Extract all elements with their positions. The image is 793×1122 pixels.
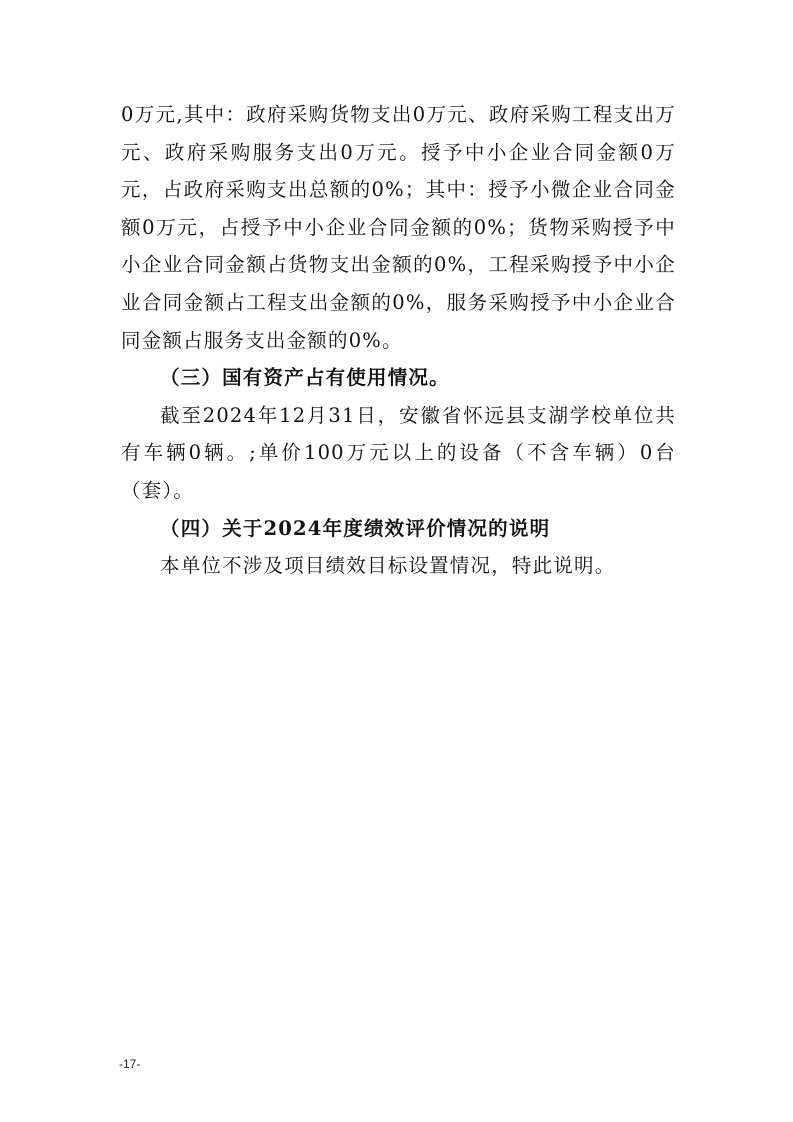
paragraph-assets: 截至2024年12月31日，安徽省怀远县支湖学校单位共有车辆0辆。;单价100万元以上的设备（不含车辆）0台（套）。 bbox=[121, 403, 676, 502]
page-number: -17- bbox=[119, 1057, 141, 1071]
section-heading-performance: （四）关于2024年度绩效评价情况的说明 bbox=[160, 516, 551, 540]
paragraph-procurement: 0万元,其中：政府采购货物支出0万元、政府采购工程支出万元、政府采购服务支出0万元。授予中小企业合同金额0万元，占政府采购支出总额的0%；其中：授予小微企业合同金额0万元，占授予中小企业合同金额的0%；货物采购授予中小企业合同金额占货物支出金额的0%，工程采购授予中小企业合同金额占工程支出金额的0%，服务采购授予中小企业合同金额占服务支出金额的0%。 bbox=[121, 103, 676, 352]
section-heading-assets: （三）国有资产占有使用情况。 bbox=[160, 366, 450, 390]
paragraph-performance: 本单位不涉及项目绩效目标设置情况，特此说明。 bbox=[160, 554, 616, 578]
document-body bbox=[121, 96, 676, 585]
